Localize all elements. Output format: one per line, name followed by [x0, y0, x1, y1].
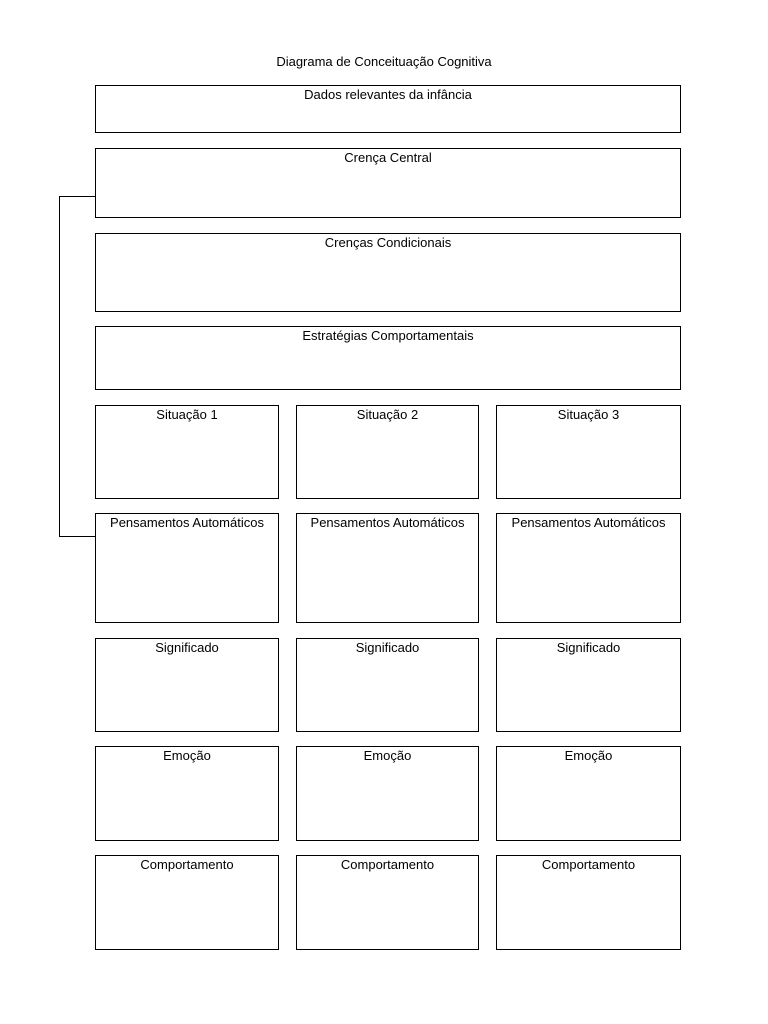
- emotion-3-box: [496, 746, 681, 841]
- automatic-thoughts-1-box: [95, 513, 279, 623]
- situation-3-box: [496, 405, 681, 499]
- diagram-title: Diagrama de Conceituação Cognitiva: [276, 54, 492, 69]
- meaning-label: Significado: [556, 640, 621, 655]
- automatic-thoughts-label: Pensamentos Automáticos: [511, 515, 666, 530]
- childhood-data-label: Dados relevantes da infância: [304, 87, 472, 102]
- emotion-label: Emoção: [163, 748, 211, 763]
- behavior-3-box: [496, 855, 681, 950]
- behavioral-strategies-box: [95, 326, 681, 390]
- situation-2-box: [296, 405, 479, 499]
- conditional-beliefs-label: Crenças Condicionais: [324, 235, 452, 250]
- connector-bottom-arm: [59, 536, 96, 537]
- core-belief-label: Crença Central: [344, 150, 432, 165]
- emotion-1-box: [95, 746, 279, 841]
- situation-label: Situação 3: [557, 407, 620, 422]
- behavior-label: Comportamento: [541, 857, 636, 872]
- situation-label: Situação 2: [356, 407, 419, 422]
- automatic-thoughts-2-box: [296, 513, 479, 623]
- situation-label: Situação 1: [156, 407, 218, 422]
- emotion-label: Emoção: [363, 748, 412, 763]
- connector-vertical-line: [59, 196, 60, 537]
- meaning-label: Significado: [155, 640, 219, 655]
- conditional-beliefs-box: [95, 233, 681, 312]
- emotion-2-box: [296, 746, 479, 841]
- meaning-label: Significado: [355, 640, 420, 655]
- meaning-3-box: [496, 638, 681, 732]
- automatic-thoughts-3-box: [496, 513, 681, 623]
- connector-top-arm: [59, 196, 96, 197]
- situation-1-box: [95, 405, 279, 499]
- behavioral-strategies-label: Estratégias Comportamentais: [302, 328, 474, 343]
- behavior-label: Comportamento: [340, 857, 435, 872]
- behavior-2-box: [296, 855, 479, 950]
- automatic-thoughts-label: Pensamentos Automáticos: [110, 515, 264, 530]
- meaning-2-box: [296, 638, 479, 732]
- meaning-1-box: [95, 638, 279, 732]
- behavior-1-box: [95, 855, 279, 950]
- childhood-data-box: [95, 85, 681, 133]
- emotion-label: Emoção: [564, 748, 613, 763]
- automatic-thoughts-label: Pensamentos Automáticos: [310, 515, 465, 530]
- behavior-label: Comportamento: [140, 857, 234, 872]
- core-belief-box: [95, 148, 681, 218]
